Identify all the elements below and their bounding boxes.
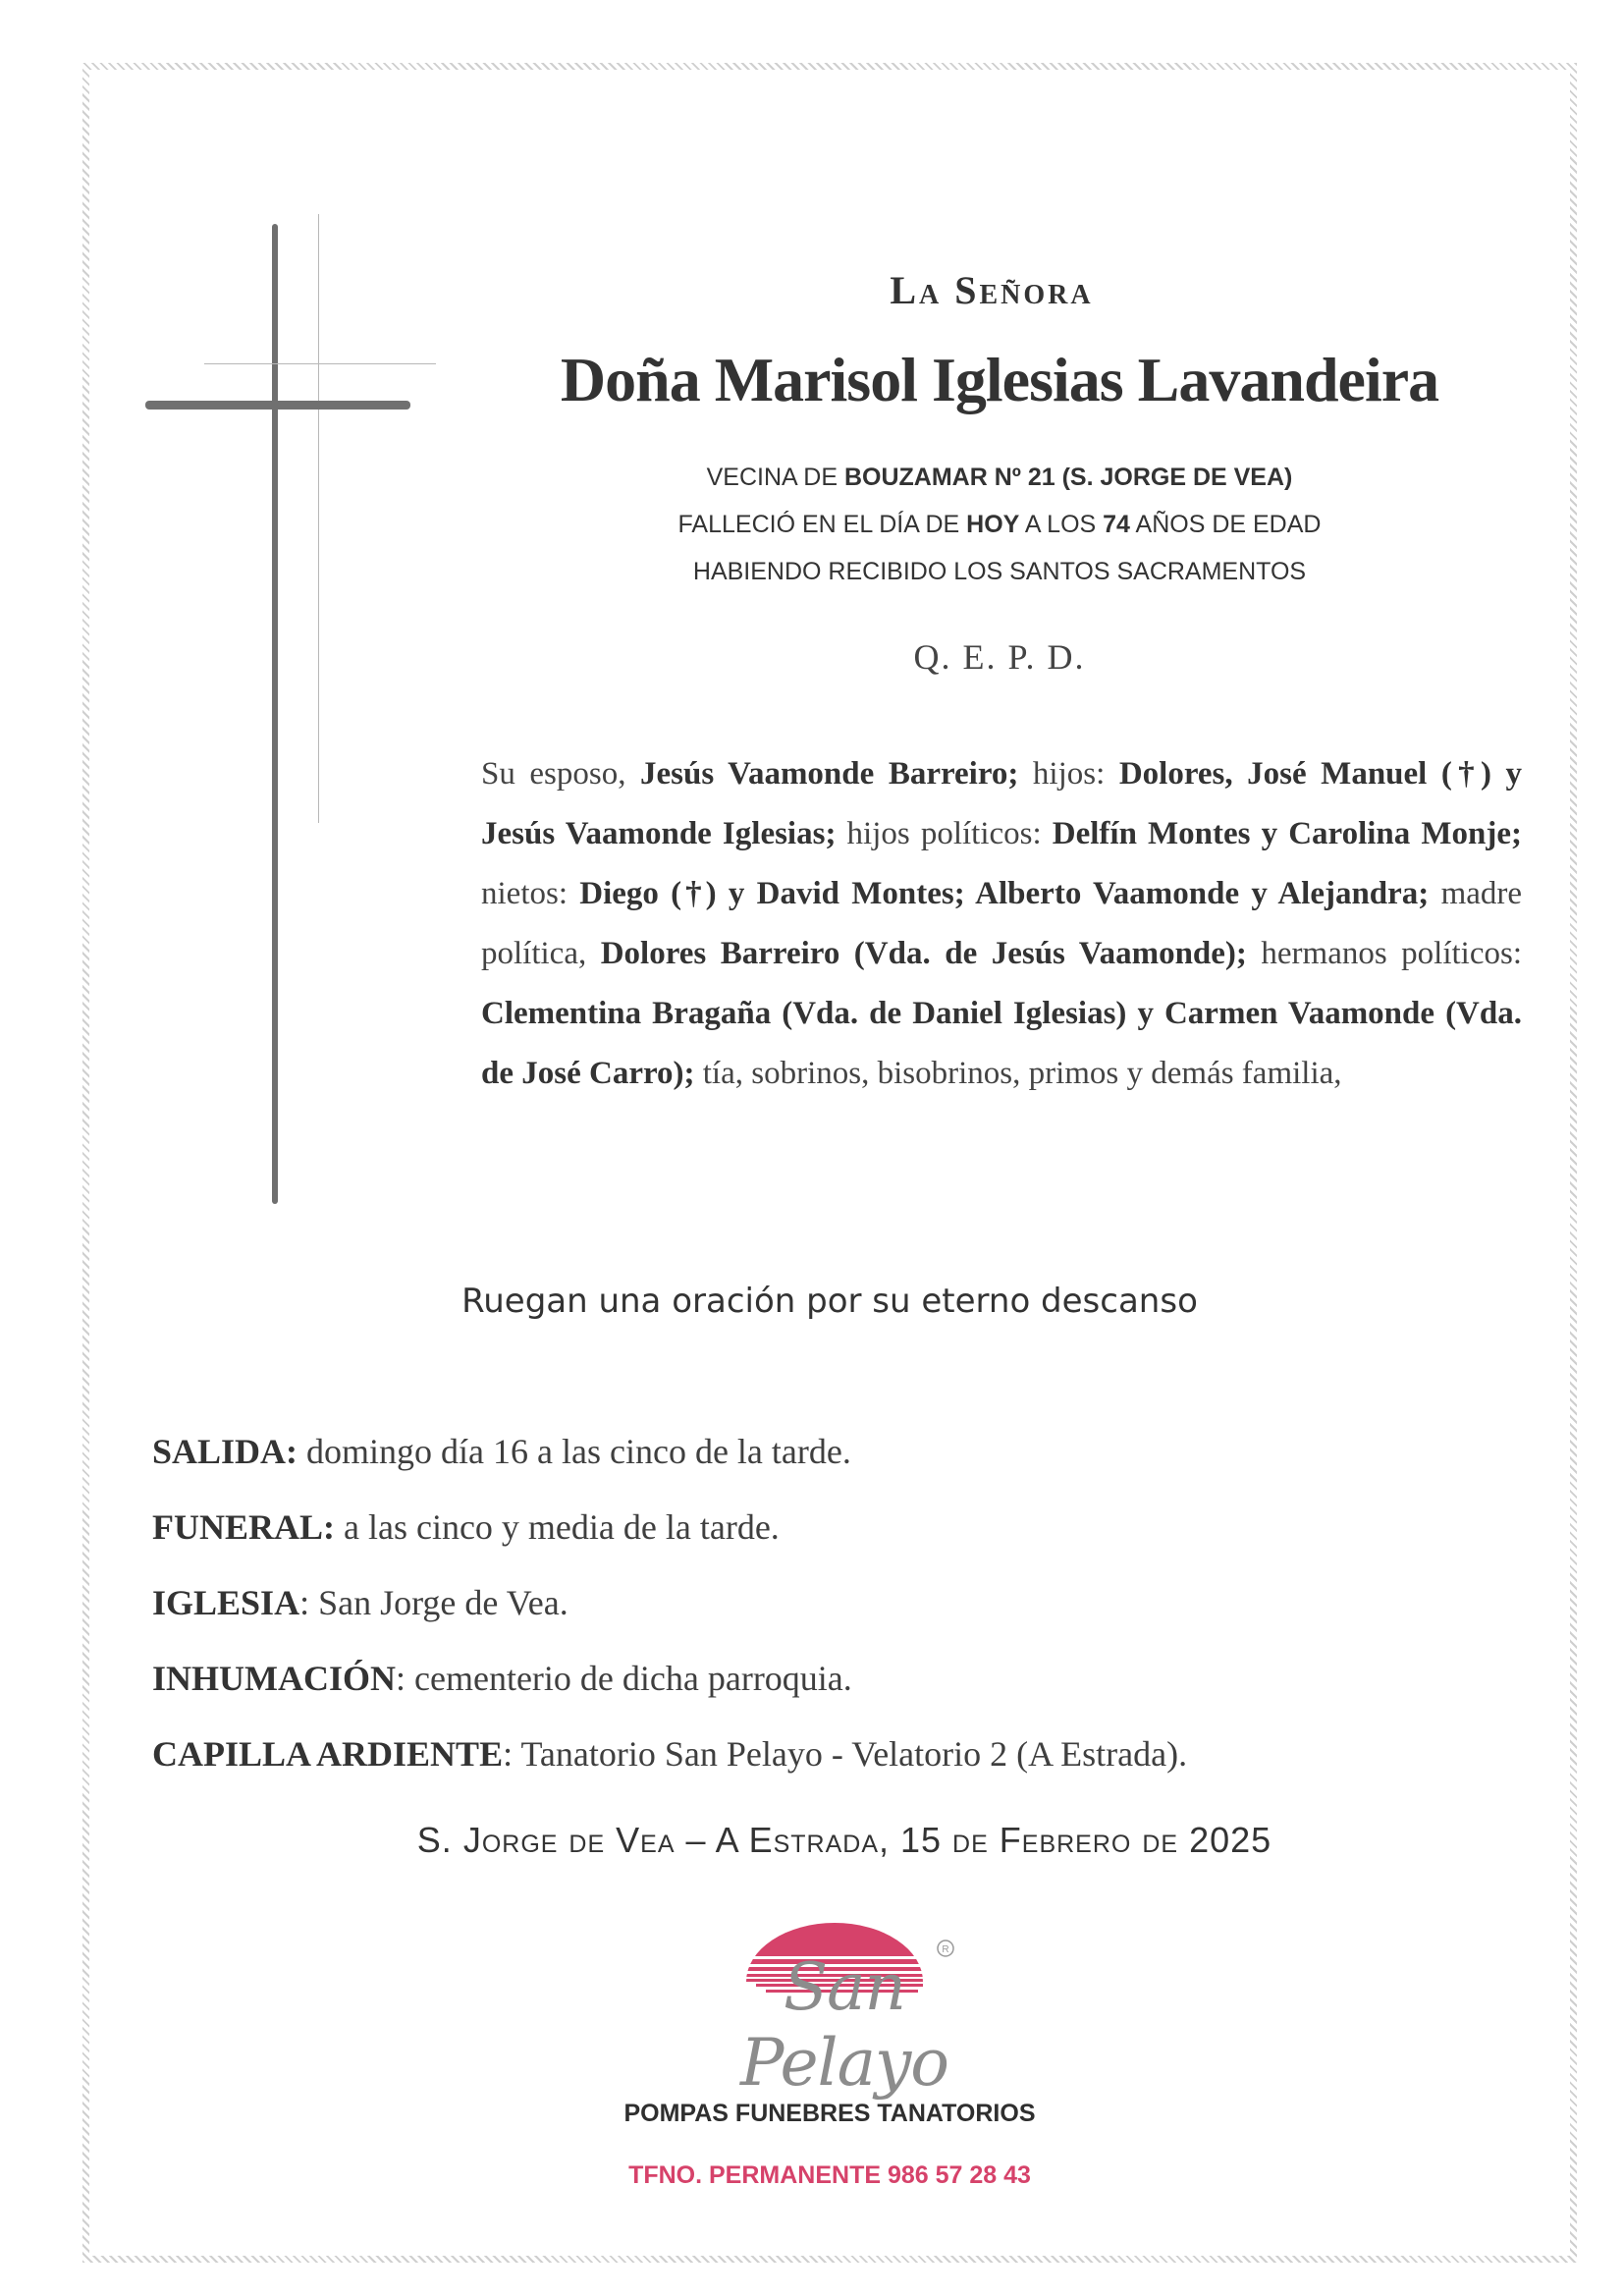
- title-prefix: La Señora: [890, 268, 1094, 312]
- info-text: AÑOS DE EDAD: [1129, 511, 1322, 538]
- age: 74: [1103, 511, 1130, 538]
- logo-text: San Pelayo: [740, 1949, 948, 2101]
- detail-value: a las cinco y media de la tarde.: [335, 1507, 780, 1547]
- cross-horizontal-bar: [145, 401, 410, 410]
- prayer-request: Ruegan una oración por su eterno descanso: [461, 1282, 1198, 1321]
- family-name-run: Dolores Barreiro (Vda. de Jesús Vaamonde);: [600, 936, 1247, 971]
- family-text-run: hermanos políticos:: [1246, 936, 1523, 971]
- detail-value: domingo día 16 a las cinco de la tarde.: [298, 1432, 851, 1471]
- info-block: [499, 454, 1500, 595]
- detail-label: IGLESIA: [152, 1583, 300, 1622]
- family-text-run: hijos:: [1018, 756, 1119, 792]
- family-name-run: Clementina Bragaña (Vda. de Daniel Iglesias) y Carmen Vaamonde (Vda. de José Carro);: [481, 996, 1522, 1091]
- family-paragraph: [481, 744, 1522, 1104]
- qepd: Q. E. P. D.: [913, 637, 1086, 677]
- cross-vertical-bar: [272, 224, 278, 1204]
- detail-label: CAPILLA ARDIENTE: [152, 1734, 504, 1774]
- registered-mark: R: [942, 1944, 949, 1955]
- detail-value: : Tanatorio San Pelayo - Velatorio 2 (A Estrada).: [503, 1734, 1188, 1774]
- family-name-run: Dolores, José Manuel (†) y Jesús Vaamonde Iglesias;: [481, 756, 1522, 851]
- services-label: POMPAS FUNEBRES TANATORIOS: [623, 2100, 1036, 2127]
- detail-row: [152, 1641, 1527, 1717]
- detail-value: : cementerio de dicha parroquia.: [396, 1659, 852, 1698]
- funeral-details: [152, 1414, 1527, 1792]
- deceased-name: Doña Marisol Iglesias Lavandeira: [560, 345, 1439, 414]
- detail-label: SALIDA:: [152, 1432, 298, 1471]
- info-text: FALLECIÓ EN EL DÍA DE: [677, 511, 967, 538]
- family-name-run: Delfín Montes y Carolina Monje;: [1052, 816, 1523, 851]
- family-text-run: hijos políticos:: [836, 816, 1053, 851]
- detail-row: [152, 1565, 1527, 1641]
- day: HOY: [966, 511, 1020, 538]
- phone-number: TFNO. PERMANENTE 986 57 28 43: [628, 2161, 1031, 2189]
- address: BOUZAMAR Nº 21 (S. JORGE DE VEA): [843, 464, 1293, 491]
- detail-label: FUNERAL:: [152, 1507, 335, 1547]
- info-line-2: [499, 501, 1500, 548]
- family-text-run: tía, sobrinos, bisobrinos, primos y demás familia,: [694, 1056, 1342, 1091]
- family-text-run: madre política,: [481, 876, 1523, 971]
- info-line-1: [499, 454, 1500, 501]
- detail-row: [152, 1717, 1527, 1792]
- detail-row: [152, 1414, 1527, 1490]
- detail-label: INHUMACIÓN: [152, 1659, 396, 1698]
- info-line-3: HABIENDO RECIBIDO LOS SANTOS SACRAMENTOS: [692, 558, 1307, 585]
- detail-value: : San Jorge de Vea.: [299, 1583, 568, 1622]
- family-name-run: Jesús Vaamonde Barreiro;: [640, 756, 1019, 792]
- detail-row: [152, 1490, 1527, 1565]
- family-text-run: Su esposo,: [481, 756, 641, 792]
- place-and-date: S. Jorge de Vea – A Estrada, 15 de Febrero de 2025: [416, 1820, 1272, 1860]
- family-text-run: nietos:: [481, 876, 580, 911]
- cross-horizontal-line: [204, 363, 436, 364]
- info-text: VECINA DE: [706, 464, 844, 491]
- info-text: A LOS: [1019, 511, 1104, 538]
- family-name-run: Diego (†) y David Montes; Alberto Vaamonde y Alejandra;: [579, 876, 1430, 911]
